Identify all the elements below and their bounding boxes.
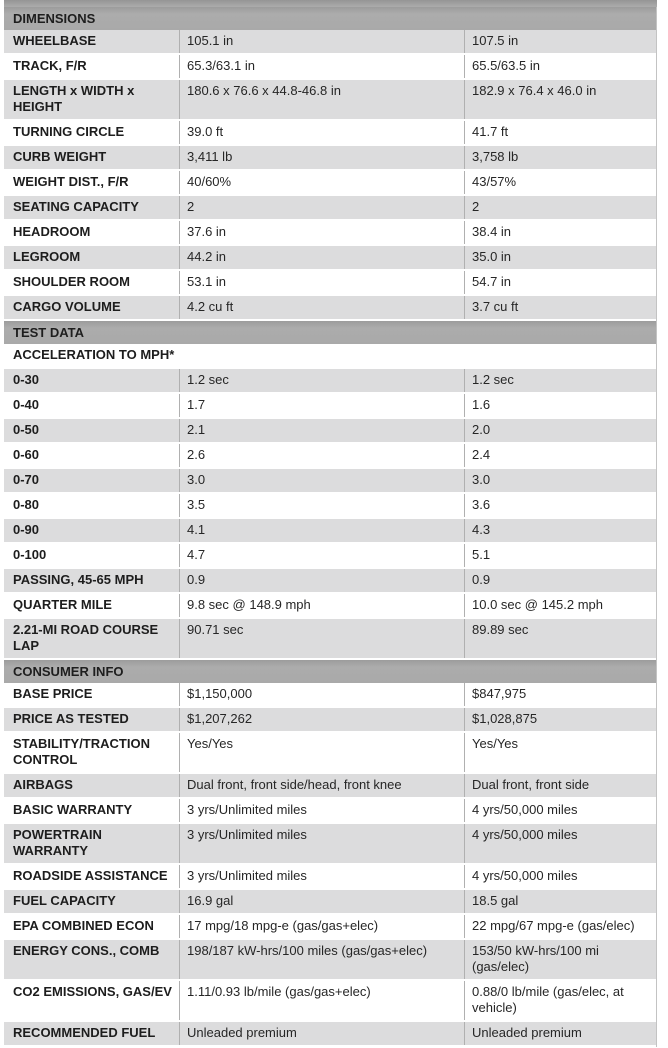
table-row <box>4 296 656 321</box>
spec-value-vehicle-1: 39.0 ft <box>179 121 464 144</box>
spec-value-vehicle-2: 5.1 <box>464 544 656 567</box>
section-title: CONSUMER INFO <box>13 664 124 679</box>
spec-label: 0-90 <box>13 522 40 537</box>
spec-value-vehicle-2: $847,975 <box>464 683 656 706</box>
table-row <box>4 683 656 708</box>
table-row <box>4 30 656 55</box>
spec-value-vehicle-1: 65.3/63.1 in <box>179 55 464 78</box>
table-row <box>4 80 656 121</box>
spec-label: 0-50 <box>13 422 40 437</box>
spec-value-vehicle-1: 37.6 in <box>179 221 464 244</box>
spec-value-vehicle-1: 3.0 <box>179 469 464 492</box>
table-row <box>4 171 656 196</box>
spec-value-vehicle-1: 2 <box>179 196 464 219</box>
spec-value-vehicle-1: 4.2 cu ft <box>179 296 464 319</box>
spec-label: ENERGY CONS., COMB <box>13 943 160 958</box>
spec-value-vehicle-1: 198/187 kW-hrs/100 miles (gas/gas+elec) <box>179 940 464 979</box>
spec-value-vehicle-1: 2.6 <box>179 444 464 467</box>
spec-label: POWERTRAIN WARRANTY <box>13 827 102 858</box>
table-row <box>4 246 656 271</box>
spec-value-vehicle-2: Dual front, front side <box>464 774 656 797</box>
spec-label: 0-60 <box>13 447 40 462</box>
spec-value-vehicle-1: 3 yrs/Unlimited miles <box>179 799 464 822</box>
spec-value-vehicle-1: 4.1 <box>179 519 464 542</box>
spec-value-vehicle-2: 0.88/0 lb/mile (gas/elec, at vehicle) <box>464 981 656 1020</box>
spec-label: BASIC WARRANTY <box>13 802 133 817</box>
spec-value-vehicle-2: 2 <box>464 196 656 219</box>
table-row <box>4 733 656 774</box>
spec-label: TURNING CIRCLE <box>13 124 125 139</box>
spec-value-vehicle-1: 9.8 sec @ 148.9 mph <box>179 594 464 617</box>
spec-value-vehicle-1: Unleaded premium <box>179 1022 464 1045</box>
spec-label: AIRBAGS <box>13 777 73 792</box>
spec-value-vehicle-1: 0.9 <box>179 569 464 592</box>
spec-value-vehicle-2: 107.5 in <box>464 30 656 53</box>
spec-value-vehicle-2: 4 yrs/50,000 miles <box>464 824 656 863</box>
table-row <box>4 271 656 296</box>
spec-label: STABILITY/TRACTION CONTROL <box>13 736 150 767</box>
spec-label: RECOMMENDED FUEL <box>13 1025 156 1040</box>
table-row <box>4 890 656 915</box>
table-row <box>4 494 656 519</box>
spec-value-vehicle-1: 1.7 <box>179 394 464 417</box>
spec-value-vehicle-2: 4.3 <box>464 519 656 542</box>
spec-label: QUARTER MILE <box>13 597 112 612</box>
spec-value-vehicle-2: 153/50 kW-hrs/100 mi (gas/elec) <box>464 940 656 979</box>
spec-value-vehicle-1: 2.1 <box>179 419 464 442</box>
spec-label: FUEL CAPACITY <box>13 893 116 908</box>
spec-value-vehicle-1: $1,150,000 <box>179 683 464 706</box>
spec-label: ROADSIDE ASSISTANCE <box>13 868 168 883</box>
spec-value-vehicle-1: 3 yrs/Unlimited miles <box>179 865 464 888</box>
table-row <box>4 369 656 394</box>
spec-label: WEIGHT DIST., F/R <box>13 174 129 189</box>
spec-value-vehicle-2: 22 mpg/67 mpg-e (gas/elec) <box>464 915 656 938</box>
spec-label: CURB WEIGHT <box>13 149 107 164</box>
table-row <box>4 981 656 1022</box>
section-rows-dimensions <box>4 30 656 321</box>
spec-value-vehicle-1: 105.1 in <box>179 30 464 53</box>
spec-label: PASSING, 45-65 MPH <box>13 572 144 587</box>
table-row <box>4 394 656 419</box>
table-row <box>4 221 656 246</box>
spec-value-vehicle-1: 17 mpg/18 mpg-e (gas/gas+elec) <box>179 915 464 938</box>
spec-value-vehicle-2: 3.7 cu ft <box>464 296 656 319</box>
spec-value-vehicle-1: 180.6 x 76.6 x 44.8-46.8 in <box>179 80 464 119</box>
section-header-consumer-info <box>4 660 656 683</box>
spec-value-vehicle-1: 53.1 in <box>179 271 464 294</box>
table-row <box>4 196 656 221</box>
section-header-dimensions <box>4 7 656 30</box>
spec-label: 0-80 <box>13 497 40 512</box>
spec-label: PRICE AS TESTED <box>13 711 129 726</box>
spec-value-vehicle-1: 16.9 gal <box>179 890 464 913</box>
spec-value-vehicle-2: 65.5/63.5 in <box>464 55 656 78</box>
table-row <box>4 419 656 444</box>
spec-label: SEATING CAPACITY <box>13 199 139 214</box>
spec-value-vehicle-2: 35.0 in <box>464 246 656 269</box>
spec-value-vehicle-2: 2.0 <box>464 419 656 442</box>
spec-label: BASE PRICE <box>13 686 93 701</box>
section-rows-consumer-info <box>4 683 656 1047</box>
section-title: TEST DATA <box>13 325 85 340</box>
spec-value-vehicle-2: 1.2 sec <box>464 369 656 392</box>
spec-value-vehicle-2: 3.6 <box>464 494 656 517</box>
table-row <box>4 344 656 369</box>
table-row <box>4 940 656 981</box>
spec-value-vehicle-1: 1.2 sec <box>179 369 464 392</box>
spec-value-vehicle-2: 18.5 gal <box>464 890 656 913</box>
table-row <box>4 519 656 544</box>
spec-value-vehicle-1: 1.11/0.93 lb/mile (gas/gas+elec) <box>179 981 464 1020</box>
spec-value-vehicle-2: Yes/Yes <box>464 733 656 772</box>
spec-value-vehicle-2: 38.4 in <box>464 221 656 244</box>
spec-label: 0-30 <box>13 372 40 387</box>
table-row <box>4 146 656 171</box>
spec-value-vehicle-2: Unleaded premium <box>464 1022 656 1045</box>
spec-label: WHEELBASE <box>13 33 97 48</box>
table-row <box>4 619 656 660</box>
spec-value-vehicle-2: 0.9 <box>464 569 656 592</box>
section-rows-test-data <box>4 344 656 660</box>
section-header-test-data <box>4 321 656 344</box>
spec-value-vehicle-2: $1,028,875 <box>464 708 656 731</box>
table-row <box>4 708 656 733</box>
spec-value-vehicle-1: 44.2 in <box>179 246 464 269</box>
table-row <box>4 915 656 940</box>
spec-value-vehicle-1: 90.71 sec <box>179 619 464 658</box>
spec-value-vehicle-1: 3.5 <box>179 494 464 517</box>
table-row <box>4 594 656 619</box>
spec-label: EPA COMBINED ECON <box>13 918 154 933</box>
table-row <box>4 865 656 890</box>
spec-value-vehicle-1: Dual front, front side/head, front knee <box>179 774 464 797</box>
spec-value-vehicle-1: 4.7 <box>179 544 464 567</box>
spec-label: SHOULDER ROOM <box>13 274 130 289</box>
table-row <box>4 569 656 594</box>
spec-value-vehicle-2: 43/57% <box>464 171 656 194</box>
spec-label: ACCELERATION TO MPH* <box>13 347 175 362</box>
table-row <box>4 544 656 569</box>
table-row <box>4 444 656 469</box>
spec-label: CARGO VOLUME <box>13 299 121 314</box>
spec-value-vehicle-1: Yes/Yes <box>179 733 464 772</box>
spec-label: HEADROOM <box>13 224 91 239</box>
spec-value-vehicle-1: 3,411 lb <box>179 146 464 169</box>
spec-value-vehicle-2: 54.7 in <box>464 271 656 294</box>
vehicle-spec-table <box>4 7 657 1047</box>
spec-value-vehicle-1: 40/60% <box>179 171 464 194</box>
table-row <box>4 774 656 799</box>
table-row <box>4 121 656 146</box>
spec-value-vehicle-2: 4 yrs/50,000 miles <box>464 799 656 822</box>
spec-value-vehicle-2: 89.89 sec <box>464 619 656 658</box>
spec-label: TRACK, F/R <box>13 58 87 73</box>
spec-label: 0-100 <box>13 547 47 562</box>
spec-value-vehicle-1: 3 yrs/Unlimited miles <box>179 824 464 863</box>
spec-label: 0-40 <box>13 397 40 412</box>
spec-value-vehicle-2: 1.6 <box>464 394 656 417</box>
table-row <box>4 1022 656 1047</box>
spec-label: 0-70 <box>13 472 40 487</box>
spec-label: CO2 EMISSIONS, GAS/EV <box>13 984 172 999</box>
section-title: DIMENSIONS <box>13 11 96 26</box>
spec-label: LENGTH x WIDTH x HEIGHT <box>13 83 135 114</box>
spec-label: LEGROOM <box>13 249 81 264</box>
spec-value-vehicle-2: 4 yrs/50,000 miles <box>464 865 656 888</box>
spec-value-vehicle-1: $1,207,262 <box>179 708 464 731</box>
spec-value-vehicle-2: 2.4 <box>464 444 656 467</box>
spec-value-vehicle-2: 3,758 lb <box>464 146 656 169</box>
spec-value-vehicle-2: 41.7 ft <box>464 121 656 144</box>
spec-value-vehicle-2: 10.0 sec @ 145.2 mph <box>464 594 656 617</box>
spec-value-vehicle-2: 182.9 x 76.4 x 46.0 in <box>464 80 656 119</box>
table-row <box>4 55 656 80</box>
table-row <box>4 469 656 494</box>
table-row <box>4 824 656 865</box>
spec-label: 2.21-MI ROAD COURSE LAP <box>13 622 159 653</box>
table-row <box>4 799 656 824</box>
spec-value-vehicle-2: 3.0 <box>464 469 656 492</box>
cropped-header-bar <box>4 0 657 7</box>
